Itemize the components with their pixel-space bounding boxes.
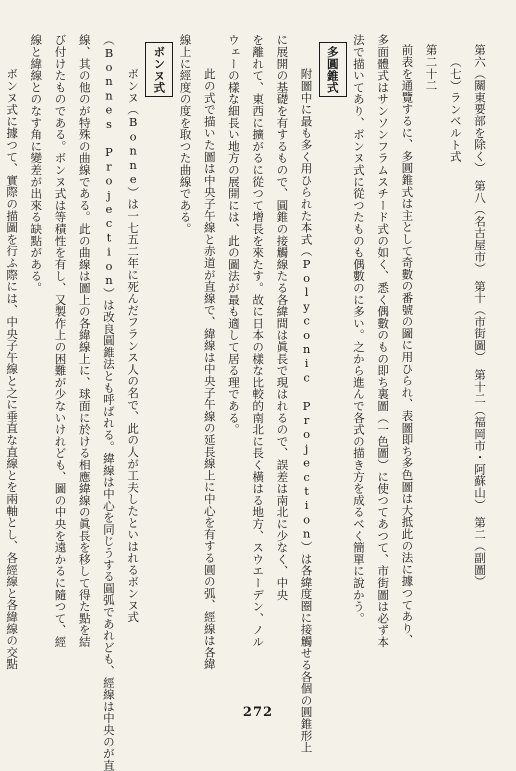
text-line: ボンヌ式に據つて、實際の描圖を行ふ際には、中央子午線と之に垂直な直線とを兩軸とし、各經線と各緯線の交點 [5, 68, 20, 670]
bonne-boxed-label: ボンヌ式 [145, 42, 173, 97]
text-line: （Bonnes Projection）は改良圓錐法とも呼ばれる。緯線は中心を同じうする圓弧であれども、經線は中央のが直 [101, 34, 116, 771]
text-line: 線上に經度の度を取つた曲線である。 [178, 34, 193, 235]
text-line: 線と緯線とのなす角に變差が出來る缺點がある。 [29, 34, 44, 294]
text-line: 附圖中に最も多く用ひられた本式（Polyconic Projection）は各緯度圈に接觸せる各個の圓錐形上 [299, 68, 314, 754]
text-line: び付けたものである。ボンヌ式は等積性を有し、又製作上の困難が少ないけれども、圖の中央を遠かるに隨つて、經 [53, 34, 68, 648]
text-line: ボンヌ（Bonne）は一七五二年に死んだフランス人の名で、此の人が工夫したといはれるボンヌ式 [126, 68, 141, 623]
text-line: 前表を通覽するに、多圓錐式は主として奇數の番號の圖に用ひられ、表圖即ち多色圖は大抵此の法に據つてあり、 [400, 44, 415, 646]
page-number: 272 [242, 705, 274, 720]
text-line: 此の式で描いた圖は中央子午線と赤道が直線で、緯線は中央子午線の延長線上に中心を有する圓の弧、經線は各緯 [202, 68, 217, 670]
text-line: 法で描いてあり、ボンヌ式に從つたものも偶數のに多い。之から進んで各式の描き方を成るべく簡單に說かう。 [351, 34, 366, 624]
polyconic-label-line [319, 34, 347, 694]
section-heading: （七）ランベルト式 [448, 56, 463, 163]
subsection-heading: 第二十二 [424, 44, 439, 92]
text-line: 線、其の他のが特殊の曲線である。此の曲線は圖上の各緯線上に、球面に於ける相應緯線の眞長を移して得た點を結 [77, 34, 92, 648]
text-line: を離れて、東西に擴がるに從つて增長を來たす。故に日本の樣な比較的南北に長く橫はる地方、スウエーデン、ノル [251, 34, 266, 648]
text-line: 多面體式はサンソンフラムスチード式の如く、悉く偶數のもの即ち裏圖（一色圖）に使つてあつて、市街圖は必ず本 [376, 34, 391, 648]
text-line: ウェーの樣な細長い地方の展開には、此の圖法が最も適して居る理である。 [226, 34, 241, 436]
polyconic-boxed-label: 多圓錐式 [319, 42, 347, 97]
text-line: 第六（關東要部を除く） 第八（名古屋市） 第十（市街圖） 第十二（福岡市・阿蘇山） 第二（副圖） [473, 44, 487, 588]
text-line: に展開の基礎を有するもので、圓錐の接觸線たる各緯間は眞長で現はれるので、誤差は南北に少なく、中央 [275, 34, 290, 601]
bonne-label-line [145, 34, 173, 694]
